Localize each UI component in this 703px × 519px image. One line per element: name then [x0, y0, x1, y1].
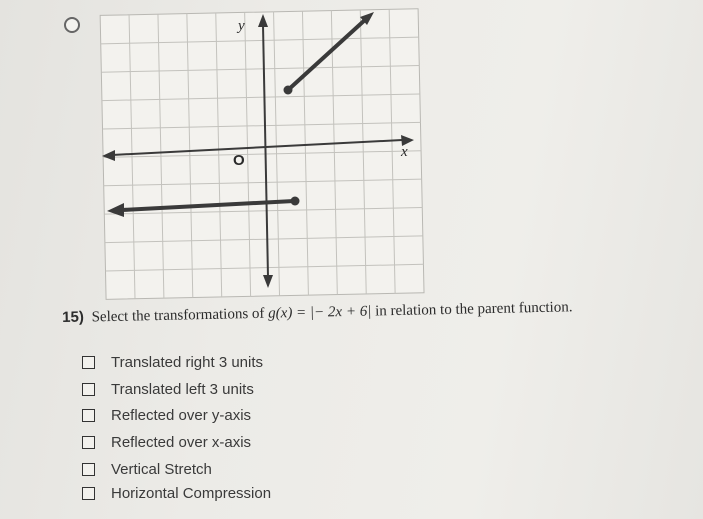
- option-vertical-stretch[interactable]: [82, 461, 212, 478]
- checkbox[interactable]: [82, 463, 95, 476]
- option-translated-right[interactable]: [82, 354, 263, 371]
- option-label: Reflected over x-axis: [111, 434, 252, 451]
- checkbox[interactable]: [82, 436, 95, 449]
- option-label: Translated left 3 units: [111, 381, 254, 398]
- checkbox[interactable]: [82, 487, 95, 500]
- y-axis-label: y: [238, 18, 245, 34]
- checkbox[interactable]: [82, 356, 95, 369]
- option-label: Vertical Stretch: [111, 461, 212, 478]
- question-text-before: Select the transformations of: [91, 305, 265, 326]
- x-axis-label: x: [401, 144, 408, 160]
- question-text-after: in relation to the parent function.: [374, 299, 573, 320]
- option-translated-left[interactable]: [82, 381, 254, 398]
- function-expression: g(x) = |− 2x + 6|: [268, 303, 372, 322]
- option-horizontal-compression[interactable]: [82, 485, 271, 502]
- origin-label: O: [233, 152, 245, 169]
- option-label: Horizontal Compression: [111, 485, 272, 502]
- checkbox[interactable]: [82, 409, 95, 422]
- option-reflected-x-axis[interactable]: [82, 434, 251, 451]
- checkbox[interactable]: [82, 383, 95, 396]
- option-label: Reflected over y-axis: [111, 407, 252, 424]
- question-number: 15): [62, 308, 85, 326]
- option-reflected-y-axis[interactable]: [82, 407, 251, 424]
- option-label: Translated right 3 units: [111, 354, 264, 371]
